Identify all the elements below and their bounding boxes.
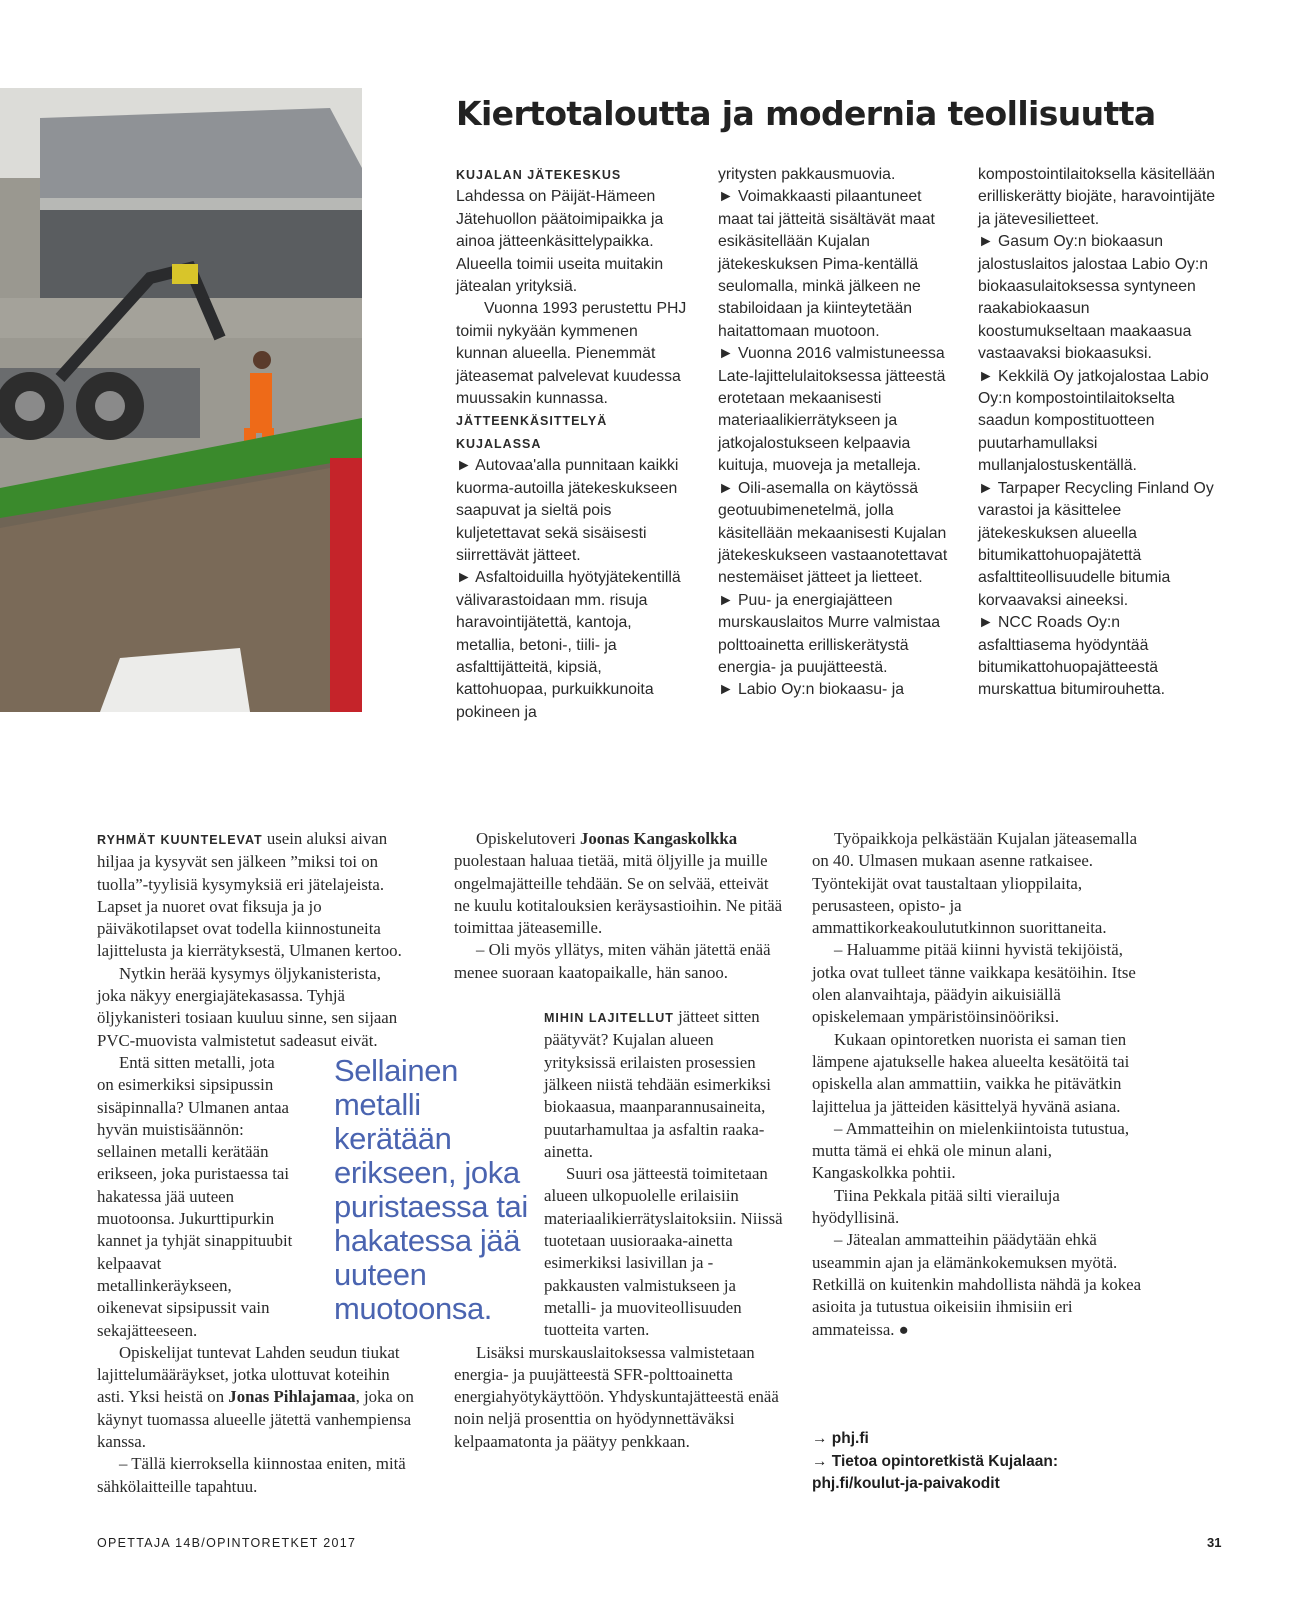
body-paragraph: Lisäksi murskauslaitoksessa valmistetaan energia- ja puujätteestä SFR-polttoainetta energiahyötykäyttöön. Yhdyskuntajätteestä enää noin neljä prosenttia on hyödynnettäväksi kelpaamatonta ja päätyy penkkaan. [454,1342,779,1451]
related-links [812,1428,1058,1496]
body-paragraph: Nytkin herää kysymys öljykanisterista, joka näkyy energiajätekasassa. Tyhjä öljykanisteri tosiaan kuuluu sinne, sen sijaan PVC-muovista valmistetut sadeasut eivät. [97,963,398,1050]
factbox-column-2 [718,164,958,702]
article-photo [0,88,362,712]
link-koulut[interactable]: phj.fi/koulut-ja-paivakodit [812,1475,1000,1492]
body-paragraph: – Ammatteihin on mielenkiintoista tutustua, mutta tämä ei ehkä ole minun alani, Kangaskolkka pohtii. [812,1118,1130,1183]
factbox-bullet: ► Vuonna 2016 valmistuneessa Late-lajittelulaitoksessa jätteestä erotetaan mekaanisesti materiaalikierrätykseen ja jatkojalostukseen kelpaavia kuituja, muoveja ja metalleja. [718,345,946,475]
body-lead-in: RYHMÄT KUUNTELEVAT [97,833,263,847]
body-paragraph: Työpaikkoja pelkästään Kujalan jäteasemalla on 40. Ulmasen mukaan asenne ratkaisee. Työntekijät ovat taustaltaan ylioppilaita, perusasteen, opisto- ja ammattikorkeakoulututkinnon suorittaneita. [812,829,1138,938]
body-paragraph: Entä sitten metalli, jota on esimerkiksi sipsipussin sisäpinnalla? Ulmanen antaa hyvän muistisäännön: sellainen metalli kerätään erikseen, joka puristaessa tai hakatessa jää uuteen muotoonsa. Jukurttipurkin kannet ja tyhjät sinappituubit kelpaavat metallinkeräykseen, oikenevat sipsipussit vain sekajätteeseen. [97,1052,293,1340]
factbox-subheading: JÄTTEENKÄSITTELYÄ KUJALASSA [456,414,608,451]
body-paragraph: RYHMÄT KUUNTELEVAT usein aluksi aivan hiljaa ja kysyvät sen jälkeen ”miksi toi on tuolla”-tyylisiä kysymyksiä eri jätelajeista. Lapset ja nuoret ovat fiksuja ja jo päiväkotilapset ovat todella kiinnostuneita lajittelusta ja kierrätyksestä, Ulmanen kertoo. [97,829,402,961]
body-paragraph: – Jätealan ammatteihin päädytään ehkä useammin ajan ja elämänkokemuksen myötä. Retkillä on kuitenkin mahdollista nähdä ja kokea asioita ja tutustua oikeisiin ihmisiin eri ammateissa. ● [812,1230,1142,1339]
body-paragraph: Tiina Pekkala pitää silti vierailuja hyödyllisinä. [812,1185,1060,1228]
factbox-bullet: ► Labio Oy:n biokaasu- ja [718,681,904,699]
link-intro: → Tietoa opintoretkistä Kujalaan: [812,1452,1059,1470]
factbox-bullet: ► Autovaa'alla punnitaan kaikki kuorma-autoilla jätekeskukseen saapuvat ja sieltä pois kuljetettavat sekä sisäisesti siirrettävät jätteet. [456,457,679,564]
factbox-paragraph: Vuonna 1993 perustettu PHJ toimii nykyään kymmenen kunnan alueella. Pienemmät jäteasemat palvelevat kuudessa muussakin kunnassa. [456,300,687,408]
body-paragraph: Suuri osa jätteestä toimitetaan alueen ulkopuolelle erilaisiin materiaalikierrätyslaitoksiin. Niissä tuotetaan uusioraaka-ainetta esimerkiksi lasivillan ja -pakkausten valmistukseen ja metalli- ja muoviteollisuuden tuotteita varten. [544,1164,783,1340]
factbox-bullet: ► Tarpaper Recycling Finland Oy varastoi ja käsittelee jätekeskuksen alueella bitumikattohuopajätettä asfalttiteollisuudelle bitumia korvaavaksi aineeksi. [978,479,1214,609]
body-paragraph: Opiskelijat tuntevat Lahden seudun tiukat lajittelumääräykset, jotka ulottuvat koteihin asti. Yksi heistä on Jonas Pihlajamaa, joka on käynyt tuomassa alueelle jätettä vanhempiensa kanssa. [97,1342,414,1452]
factbox-column-1 [456,164,690,724]
body-paragraph: – Haluamme pitää kiinni hyvistä tekijöistä, jotka ovat tulleet tänne vaikkapa kesätöihin. Itse olen alanvaihtaja, päädyin aikuisiällä opiskelemaan ympäristöinsinööriksi. [812,940,1136,1027]
page-number: 31 [1207,1535,1222,1550]
link-phj[interactable]: → phj.fi [812,1430,869,1447]
factbox-intro: KUJALAN JÄTEKESKUS Lahdessa on Päijät-Hämeen Jätehuollon päätoimipaikka ja ainoa jätteenkäsittelypaikka. Alueella toimii useita muitakin jätealan yrityksiä. [456,168,664,296]
article-headline: Kiertotaloutta ja modernia teollisuutta [456,94,1156,133]
body-paragraph: – Tällä kierroksella kiinnostaa eniten, mitä sähkölaitteille tapahtuu. [97,1454,406,1496]
factbox-bullet: ► Voimakkaasti pilaantuneet maat tai jätteitä sisältävät maat esikäsitellään Kujalan jätekeskuksen Pima-kentällä seulomalla, minkä jälkeen ne stabiloidaan ja kiinteytetään haitattomaan muotoon. [718,188,935,340]
body-paragraph: Kukaan opintoretken nuorista ei saman tien lämpene ajatukselle hakea alueelta kesätöitä tai opiskella alan ammattiin, vaikka he pitävätkin lajittelua ja jätteiden käsittelyä hyvänä asiana. [812,1029,1130,1116]
factbox-bullet: ► Asfaltoiduilla hyötyjätekentillä välivarastoidaan mm. risuja haravointijätettä, kantoja, metallia, betoni-, tiili- ja asfalttijätteitä, kipsiä, kattohuopaa, purkuikkunoita pokineen ja [456,569,681,721]
person-name: Jonas Pihlajamaa [228,1387,356,1407]
factbox-bullet: ► NCC Roads Oy:n asfalttiasema hyödyntää bitumikattohuopajätteestä murskattua bitumirouhetta. [978,614,1166,699]
body-paragraph: Opiskelutoveri Joonas Kangaskolkka puolestaan haluaa tietää, mitä öljyille ja muille ongelmajätteille tehdään. Se on selvää, etteivät ne kuulu kotitalouksien keräysastioihin. Ne pitää toimittaa jäteasemille. [454,829,783,938]
factbox-lead-in: KUJALAN JÄTEKESKUS [456,168,622,182]
pull-quote: Sellainen metalli kerätään erikseen, joka puristaessa tai hakatessa jää uuteen muotoonsa. [334,1053,528,1326]
body-paragraph: MIHIN LAJITELLUT jätteet sitten päätyvät? Kujalan alueen yrityksissä erilaisten prosessien jälkeen niistä tehdään esimerkiksi biokaasua, maanparannusaineita, puutarhamultaa ja asfaltin raaka-ainetta. [544,1007,771,1161]
factbox-bullet: ► Puu- ja energiajätteen murskauslaitos Murre valmistaa polttoainetta erilliskerätystä energia- ja puujätteestä. [718,591,941,676]
factbox-bullet: ► Oili-asemalla on käytössä geotuubimenetelmä, jolla käsitellään mekaanisesti Kujalan jätekeskukseen vastaanotettavat nestemäiset jätteet ja lietteet. [718,479,948,587]
body-column-3 [812,828,1147,1341]
factbox-column-3 [978,164,1216,702]
factbox-bullet: ► Kekkilä Oy jatkojalostaa Labio Oy:n kompostointilaitokselta saadun kompostituotteen puutarhamullaksi mullanjalostuskentällä. [978,367,1209,475]
factbox-paragraph: kompostointilaitoksella käsitellään erilliskerätty biojäte, haravointijäte ja jätevesilietteet. [978,166,1216,228]
factbox-paragraph: yritysten pakkausmuovia. [718,166,896,183]
body-lead-in: MIHIN LAJITELLUT [544,1011,674,1026]
person-name: Joonas Kangaskolkka [579,829,738,848]
publication-footer: OPETTAJA 14B/OPINTORETKET 2017 [97,1536,357,1550]
photo-illustration [0,88,362,712]
factbox-bullet: ► Gasum Oy:n biokaasun jalostuslaitos jalostaa Labio Oy:n biokaasulaitoksessa syntyneen raakabiokaasun koostumukseltaan maakaasua vastaavaksi biokaasuksi. [978,233,1209,363]
body-paragraph: – Oli myös yllätys, miten vähän jätettä enää menee suoraan kaatopaikalle, hän sanoo. [454,940,771,982]
